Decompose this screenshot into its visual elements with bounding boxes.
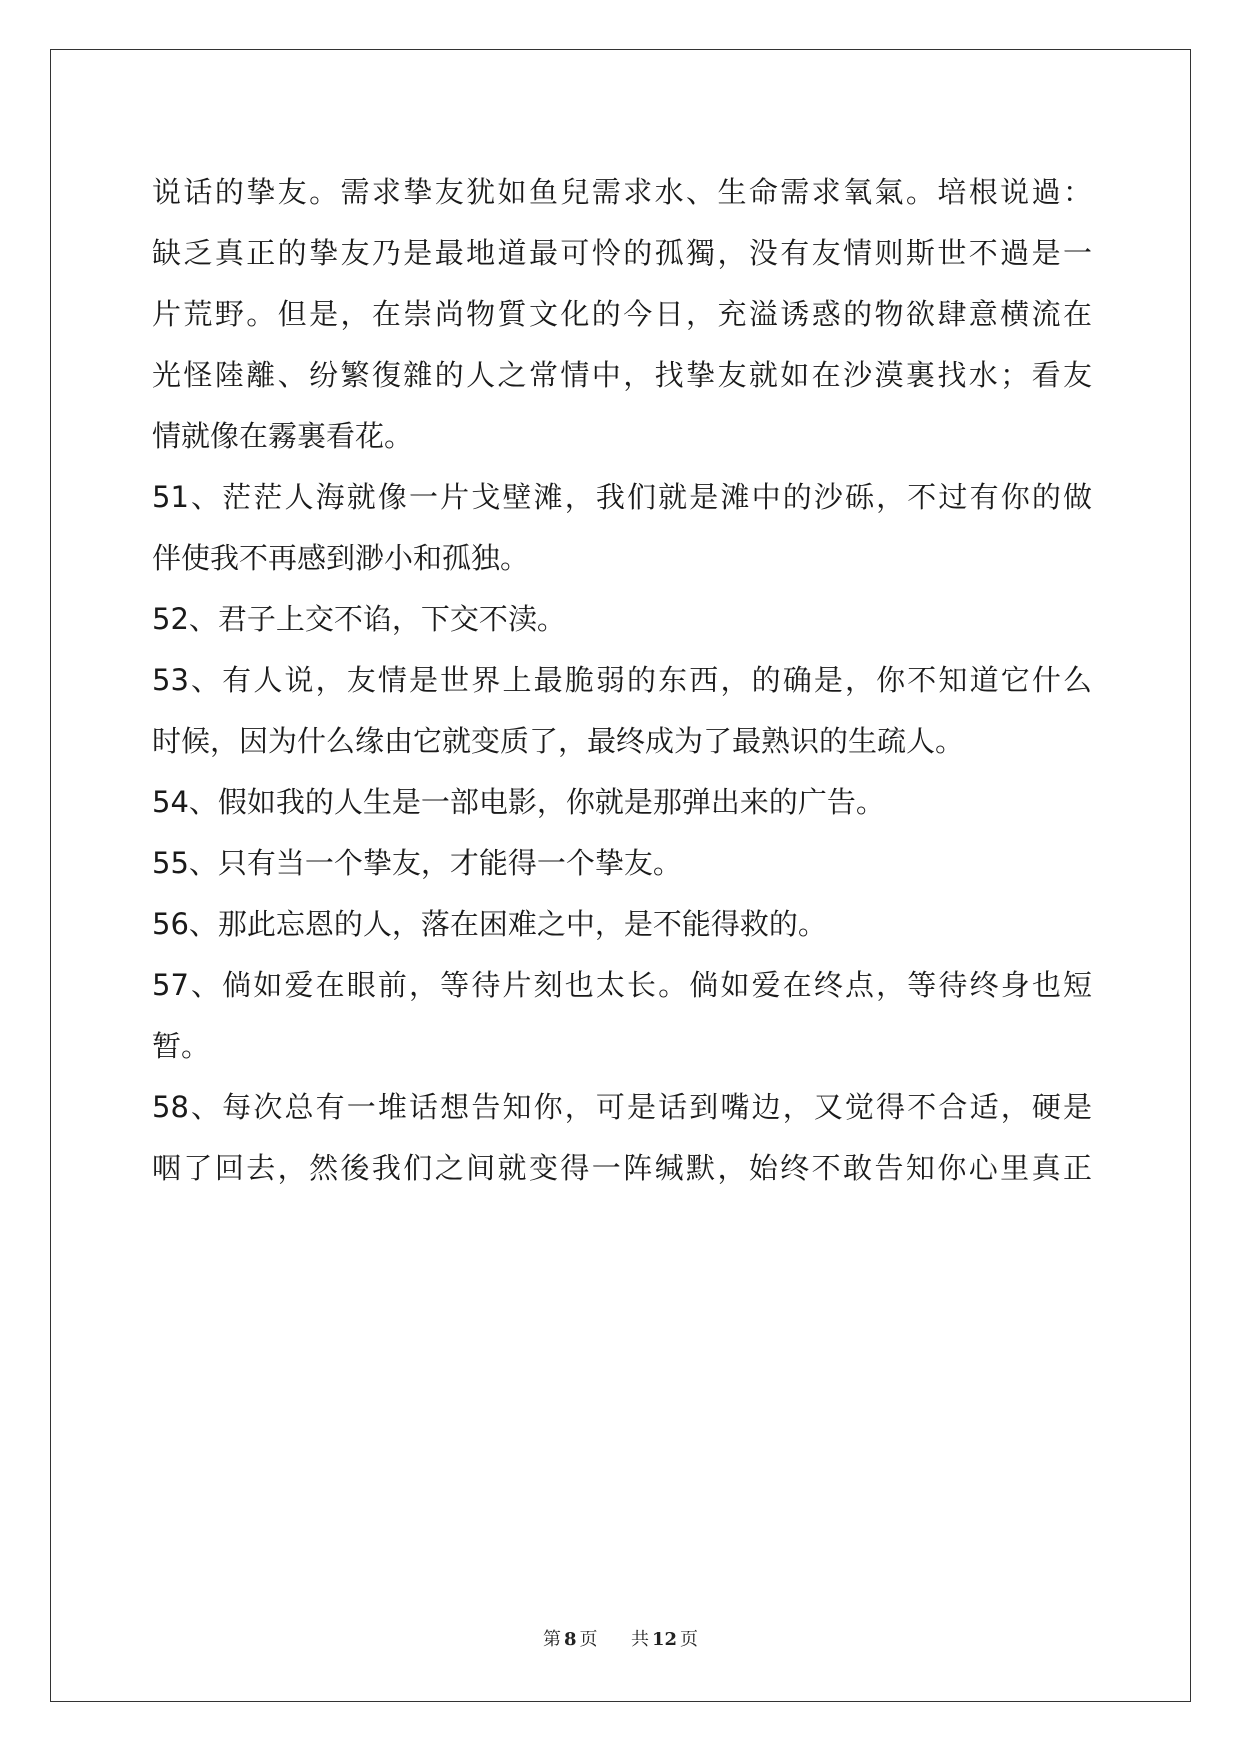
text-line: 情就像在霧裏看花。 xyxy=(152,419,414,453)
text-line: 暂。 xyxy=(152,1029,211,1063)
text-line: 光怪陸離、纷繁復雜的人之常情中，找挚友就如在沙漠裏找水；看友 xyxy=(152,358,1092,392)
text-line: 56、那此忘恩的人，落在困难之中，是不能得救的。 xyxy=(152,907,827,941)
total-pages: 12 xyxy=(651,1629,678,1650)
text-line: 伴使我不再感到渺小和孤独。 xyxy=(152,541,530,575)
text-line: 54、假如我的人生是一部电影，你就是那弹出来的广告。 xyxy=(152,785,885,819)
page-footer xyxy=(0,1625,1241,1651)
text-line: 缺乏真正的挚友乃是最地道最可怜的孤獨，没有友情则斯世不過是一 xyxy=(152,236,1092,270)
text-line: 时候，因为什么缘由它就变质了，最终成为了最熟识的生疏人。 xyxy=(152,724,965,758)
text-line: 52、君子上交不谄，下交不渎。 xyxy=(152,602,566,636)
text-line: 说话的挚友。需求挚友犹如鱼兒需求水、生命需求氧氣。培根说過： xyxy=(152,175,1092,209)
text-line: 51、茫茫人海就像一片戈壁滩，我们就是滩中的沙砾，不过有你的做 xyxy=(152,480,1092,514)
text-line: 55、只有当一个挚友，才能得一个挚友。 xyxy=(152,846,682,880)
text-line: 咽了回去，然後我们之间就变得一阵缄默，始终不敢告知你心里真正 xyxy=(152,1151,1092,1185)
total-suffix: 页 xyxy=(680,1629,699,1650)
total-prefix: 共 xyxy=(630,1629,649,1650)
document-body xyxy=(152,162,1092,1199)
page-suffix: 页 xyxy=(579,1629,598,1650)
text-line: 片荒野。但是，在崇尚物質文化的今日，充溢诱惑的物欲肆意横流在 xyxy=(152,297,1092,331)
page-number: 8 xyxy=(563,1629,577,1650)
text-line: 57、倘如爱在眼前，等待片刻也太长。倘如爱在终点，等待终身也短 xyxy=(152,968,1092,1002)
text-line: 53、有人说，友情是世界上最脆弱的东西，的确是，你不知道它什么 xyxy=(152,663,1092,697)
text-line: 58、每次总有一堆话想告知你，可是话到嘴边，又觉得不合适，硬是 xyxy=(152,1090,1092,1124)
page-prefix: 第 xyxy=(542,1629,561,1650)
